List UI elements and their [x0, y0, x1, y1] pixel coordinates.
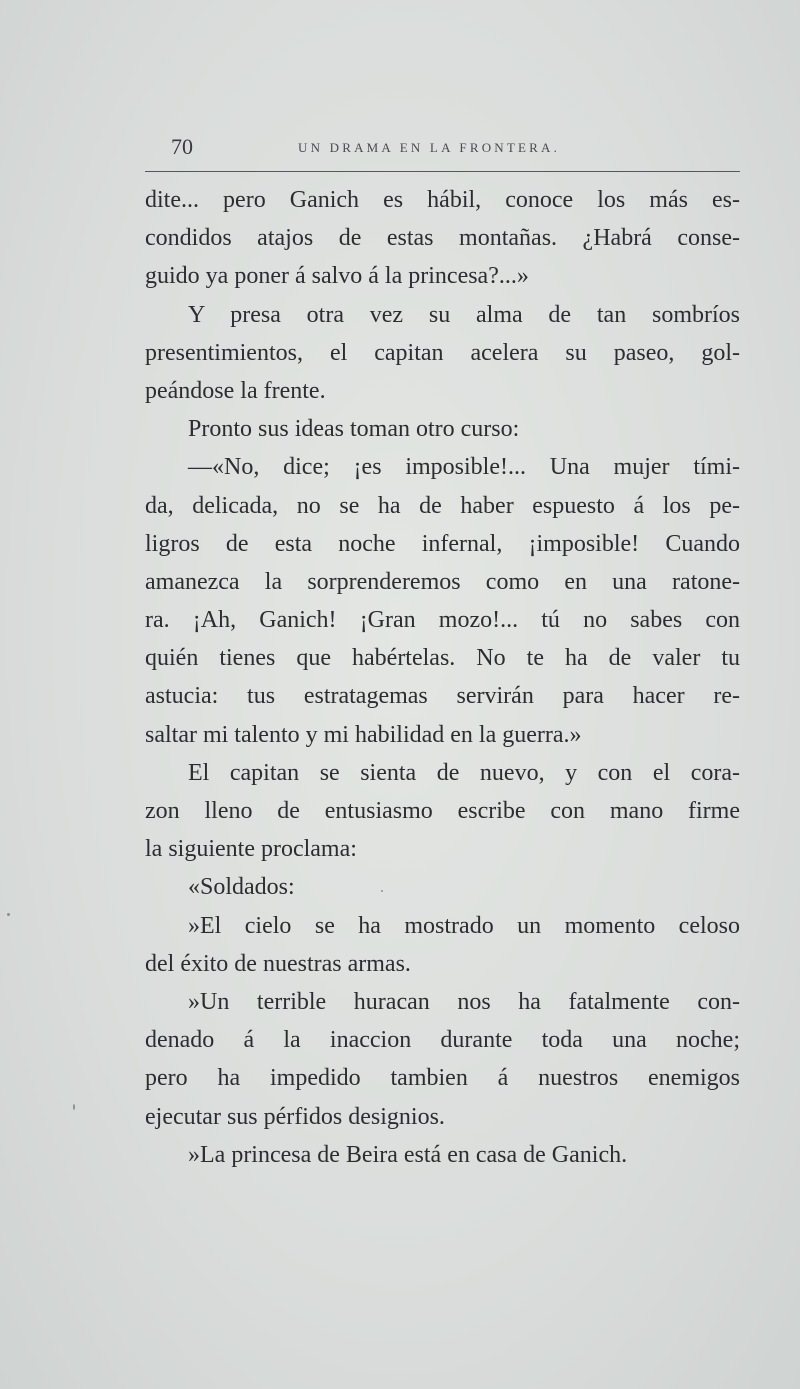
text-line: »El cielo se ha mostrado un momento celoso: [188, 912, 740, 939]
text-line: ra. ¡Ah, Ganich! ¡Gran mozo!... tú no sabes con: [145, 607, 740, 634]
text-line: pero ha impedido tambien á nuestros enemigos: [145, 1065, 740, 1092]
text-line: ejecutar sus pérfidos designios.: [145, 1103, 445, 1130]
text-line: astucia: tus estratagemas servirán para hacer re-: [145, 683, 740, 710]
text-line: la siguiente proclama:: [145, 836, 357, 863]
text-line: condidos atajos de estas montañas. ¿Habrá conse-: [145, 225, 740, 252]
page-number: 70: [171, 134, 193, 159]
text-line: ligros de esta noche infernal, ¡imposible! Cuando: [145, 530, 740, 557]
text-line: quién tienes que habértelas. No te ha de valer tu: [145, 645, 740, 672]
text-line: Pronto sus ideas toman otro curso:: [188, 416, 520, 443]
running-title: UN DRAMA EN LA FRONTERA.: [298, 140, 561, 155]
text-line: presentimientos, el capitan acelera su paseo, gol-: [145, 339, 740, 366]
text-line: da, delicada, no se ha de haber espuesto á los pe-: [145, 492, 740, 519]
text-line: zon lleno de entusiasmo escribe con mano firme: [145, 798, 740, 824]
paper-speck: [73, 1104, 75, 1110]
paper-speck: [7, 913, 10, 916]
text-line: Y presa otra vez su alma de tan sombríos: [188, 301, 740, 328]
paper-speck: [381, 890, 383, 892]
text-line: »La princesa de Beira está en casa de Ganich.: [188, 1141, 628, 1168]
text-line: del éxito de nuestras armas.: [145, 950, 411, 977]
header-rule: [145, 171, 740, 172]
text-line: dite... pero Ganich es hábil, conoce los más es-: [145, 187, 740, 213]
page-header: [145, 134, 740, 164]
text-line: «Soldados:: [188, 874, 295, 901]
text-line: denado á la inaccion durante toda una noche;: [145, 1027, 740, 1054]
text-line: —«No, dice; ¡es imposible!... Una mujer tími-: [188, 454, 740, 481]
body-text: [145, 181, 740, 1174]
text-line: saltar mi talento y mi habilidad en la guerra.»: [145, 721, 582, 748]
text-line: El capitan se sienta de nuevo, y con el cora-: [188, 759, 740, 786]
text-line: »Un terrible huracan nos ha fatalmente con-: [188, 988, 740, 1015]
text-line: peándose la frente.: [145, 377, 326, 404]
text-line: amanezca la sorprenderemos como en una ratone-: [145, 568, 740, 595]
text-line: guido ya poner á salvo á la princesa?...»: [145, 263, 529, 290]
